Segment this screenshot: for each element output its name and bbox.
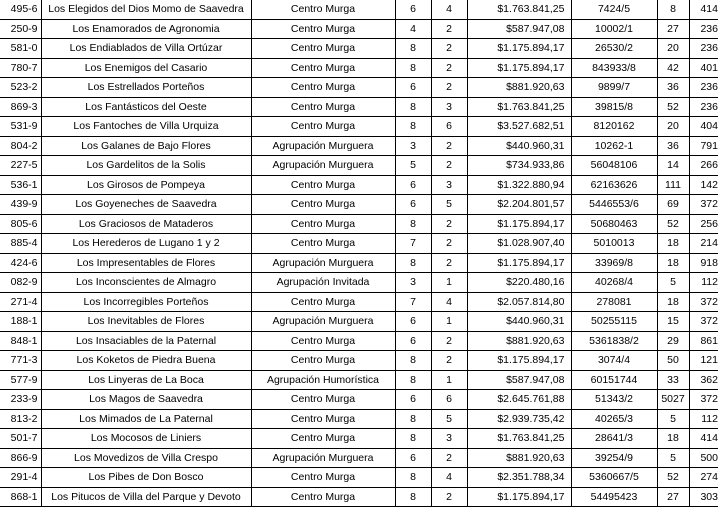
table-row <box>0 468 718 488</box>
members-cell[interactable]: 8 <box>395 370 431 390</box>
count-cell[interactable]: 33 <box>657 370 689 390</box>
groups-cell[interactable]: 3 <box>431 175 467 195</box>
registration-cell[interactable]: 7424/5 <box>571 0 657 19</box>
count-cell[interactable]: 14 <box>657 156 689 176</box>
code-cell[interactable]: 274 <box>689 468 718 488</box>
registration-cell[interactable]: 5010013 <box>571 234 657 254</box>
record-code-cell[interactable]: 501-7 <box>0 429 41 449</box>
amount-cell[interactable]: $440.960,31 <box>467 136 571 156</box>
amount-cell[interactable]: $734.933,86 <box>467 156 571 176</box>
amount-cell[interactable]: $1.175.894,17 <box>467 39 571 59</box>
amount-cell[interactable]: $3.527.682,51 <box>467 117 571 137</box>
category-cell[interactable]: Centro Murga <box>251 39 395 59</box>
table-row <box>0 78 718 98</box>
amount-cell[interactable]: $220.480,16 <box>467 273 571 293</box>
code-cell[interactable]: 372 <box>689 390 718 410</box>
code-cell[interactable]: 414 <box>689 0 718 19</box>
count-cell[interactable]: 18 <box>657 253 689 273</box>
code-cell[interactable]: 121 <box>689 351 718 371</box>
group-name-cell[interactable]: Los Estrellados Porteños <box>41 78 251 98</box>
count-cell[interactable]: 27 <box>657 487 689 507</box>
category-cell[interactable]: Centro Murga <box>251 78 395 98</box>
code-cell[interactable]: 236 <box>689 39 718 59</box>
category-cell[interactable]: Agrupación Murguera <box>251 253 395 273</box>
count-cell[interactable]: 15 <box>657 312 689 332</box>
groups-cell[interactable]: 3 <box>431 429 467 449</box>
category-cell[interactable]: Agrupación Invitada <box>251 273 395 293</box>
category-cell[interactable]: Centro Murga <box>251 234 395 254</box>
count-cell[interactable]: 36 <box>657 136 689 156</box>
category-cell[interactable]: Centro Murga <box>251 97 395 117</box>
amount-cell[interactable]: $1.763.841,25 <box>467 97 571 117</box>
table-row <box>0 175 718 195</box>
members-cell[interactable]: 8 <box>395 58 431 78</box>
groups-cell[interactable]: 1 <box>431 312 467 332</box>
category-cell[interactable]: Agrupación Murguera <box>251 156 395 176</box>
groups-cell[interactable]: 2 <box>431 19 467 39</box>
code-cell[interactable]: 918 <box>689 253 718 273</box>
groups-cell[interactable]: 6 <box>431 390 467 410</box>
groups-cell[interactable]: 2 <box>431 78 467 98</box>
code-cell[interactable]: 266 <box>689 156 718 176</box>
code-cell[interactable]: 112 <box>689 409 718 429</box>
count-cell[interactable]: 52 <box>657 214 689 234</box>
category-cell[interactable]: Centro Murga <box>251 409 395 429</box>
table-row <box>0 409 718 429</box>
registration-cell[interactable]: 5361838/2 <box>571 331 657 351</box>
amount-cell[interactable]: $1.028.907,40 <box>467 234 571 254</box>
code-cell[interactable]: 404 <box>689 117 718 137</box>
amount-cell[interactable]: $1.175.894,17 <box>467 253 571 273</box>
registration-cell[interactable]: 10262-1 <box>571 136 657 156</box>
groups-cell[interactable]: 2 <box>431 351 467 371</box>
table-row <box>0 390 718 410</box>
group-name-cell[interactable]: Los Galanes de Bajo Flores <box>41 136 251 156</box>
category-cell[interactable]: Centro Murga <box>251 331 395 351</box>
members-cell[interactable]: 8 <box>395 409 431 429</box>
count-cell[interactable]: 36 <box>657 78 689 98</box>
table-row <box>0 234 718 254</box>
registration-cell[interactable]: 278081 <box>571 292 657 312</box>
members-cell[interactable]: 8 <box>395 429 431 449</box>
group-name-cell[interactable]: Los Graciosos de Mataderos <box>41 214 251 234</box>
count-cell[interactable]: 18 <box>657 234 689 254</box>
count-cell[interactable]: 18 <box>657 429 689 449</box>
code-cell[interactable]: 414 <box>689 429 718 449</box>
group-name-cell[interactable]: Los Fantoches de Villa Urquiza <box>41 117 251 137</box>
groups-cell[interactable]: 2 <box>431 331 467 351</box>
amount-cell[interactable]: $881.920,63 <box>467 331 571 351</box>
groups-cell[interactable]: 6 <box>431 117 467 137</box>
code-cell[interactable]: 372 <box>689 292 718 312</box>
record-code-cell[interactable]: 866-9 <box>0 448 41 468</box>
count-cell[interactable]: 5027 <box>657 390 689 410</box>
registration-cell[interactable]: 54495423 <box>571 487 657 507</box>
registration-cell[interactable]: 8120162 <box>571 117 657 137</box>
table-row <box>0 253 718 273</box>
table-row <box>0 0 718 19</box>
members-cell[interactable]: 5 <box>395 156 431 176</box>
table-row <box>0 58 718 78</box>
amount-cell[interactable]: $587.947,08 <box>467 370 571 390</box>
members-cell[interactable]: 6 <box>395 448 431 468</box>
groups-cell[interactable]: 2 <box>431 214 467 234</box>
category-cell[interactable]: Centro Murga <box>251 468 395 488</box>
record-code-cell[interactable]: 188-1 <box>0 312 41 332</box>
members-cell[interactable]: 3 <box>395 136 431 156</box>
group-name-cell[interactable]: Los Enamorados de Agronomia <box>41 19 251 39</box>
record-code-cell[interactable]: 531-9 <box>0 117 41 137</box>
groups-cell[interactable]: 2 <box>431 234 467 254</box>
record-code-cell[interactable]: 233-9 <box>0 390 41 410</box>
groups-cell[interactable]: 2 <box>431 39 467 59</box>
record-code-cell[interactable]: 536-1 <box>0 175 41 195</box>
members-cell[interactable]: 8 <box>395 253 431 273</box>
registration-cell[interactable]: 843933/8 <box>571 58 657 78</box>
category-cell[interactable]: Centro Murga <box>251 0 395 19</box>
groups-cell[interactable]: 1 <box>431 273 467 293</box>
amount-cell[interactable]: $1.763.841,25 <box>467 0 571 19</box>
count-cell[interactable]: 20 <box>657 117 689 137</box>
code-cell[interactable]: 256 <box>689 214 718 234</box>
record-code-cell[interactable]: 227-5 <box>0 156 41 176</box>
members-cell[interactable]: 6 <box>395 78 431 98</box>
count-cell[interactable]: 69 <box>657 195 689 215</box>
table-row <box>0 97 718 117</box>
group-name-cell[interactable]: Los Magos de Saavedra <box>41 390 251 410</box>
group-name-cell[interactable]: Los Girosos de Pompeya <box>41 175 251 195</box>
group-name-cell[interactable]: Los Gardelitos de la Solis <box>41 156 251 176</box>
category-cell[interactable]: Centro Murga <box>251 19 395 39</box>
members-cell[interactable]: 6 <box>395 390 431 410</box>
groups-cell[interactable]: 2 <box>431 58 467 78</box>
table-row <box>0 448 718 468</box>
code-cell[interactable]: 861 <box>689 331 718 351</box>
group-name-cell[interactable]: Los Linyeras de La Boca <box>41 370 251 390</box>
amount-cell[interactable]: $2.645.761,88 <box>467 390 571 410</box>
groups-cell[interactable]: 4 <box>431 0 467 19</box>
registration-cell[interactable]: 60151744 <box>571 370 657 390</box>
members-cell[interactable]: 8 <box>395 39 431 59</box>
registration-cell[interactable]: 40268/4 <box>571 273 657 293</box>
category-cell[interactable]: Agrupación Humorística <box>251 370 395 390</box>
count-cell[interactable]: 42 <box>657 58 689 78</box>
registration-cell[interactable]: 56048106 <box>571 156 657 176</box>
members-cell[interactable]: 6 <box>395 312 431 332</box>
groups-cell[interactable]: 5 <box>431 409 467 429</box>
members-cell[interactable]: 8 <box>395 97 431 117</box>
registration-cell[interactable]: 39815/8 <box>571 97 657 117</box>
table-row <box>0 292 718 312</box>
table-row <box>0 351 718 371</box>
count-cell[interactable]: 18 <box>657 292 689 312</box>
category-cell[interactable]: Centro Murga <box>251 487 395 507</box>
amount-cell[interactable]: $440.960,31 <box>467 312 571 332</box>
category-cell[interactable]: Centro Murga <box>251 117 395 137</box>
amount-cell[interactable]: $2.351.788,34 <box>467 468 571 488</box>
registration-cell[interactable]: 39254/9 <box>571 448 657 468</box>
record-code-cell[interactable]: 804-2 <box>0 136 41 156</box>
table-row <box>0 195 718 215</box>
record-code-cell[interactable]: 291-4 <box>0 468 41 488</box>
record-code-cell[interactable]: 868-1 <box>0 487 41 507</box>
table-row <box>0 487 718 507</box>
record-code-cell[interactable]: 271-4 <box>0 292 41 312</box>
table-row <box>0 19 718 39</box>
table-row <box>0 156 718 176</box>
groups-cell[interactable]: 2 <box>431 136 467 156</box>
category-cell[interactable]: Centro Murga <box>251 390 395 410</box>
group-name-cell[interactable]: Los Pitucos de Villa del Parque y Devoto <box>41 487 251 507</box>
code-cell[interactable]: 236 <box>689 97 718 117</box>
code-cell[interactable]: 303 <box>689 487 718 507</box>
members-cell[interactable]: 8 <box>395 214 431 234</box>
record-code-cell[interactable]: 771-3 <box>0 351 41 371</box>
category-cell[interactable]: Centro Murga <box>251 214 395 234</box>
count-cell[interactable]: 29 <box>657 331 689 351</box>
category-cell[interactable]: Centro Murga <box>251 58 395 78</box>
group-name-cell[interactable]: Los Elegidos del Dios Momo de Saavedra <box>41 0 251 19</box>
group-name-cell[interactable]: Los Koketos de Piedra Buena <box>41 351 251 371</box>
group-name-cell[interactable]: Los Inconscientes de Almagro <box>41 273 251 293</box>
group-name-cell[interactable]: Los Incorregibles Porteños <box>41 292 251 312</box>
code-cell[interactable]: 372 <box>689 312 718 332</box>
members-cell[interactable]: 7 <box>395 234 431 254</box>
table-row <box>0 429 718 449</box>
groups-cell[interactable]: 2 <box>431 156 467 176</box>
category-cell[interactable]: Agrupación Murguera <box>251 136 395 156</box>
record-code-cell[interactable]: 848-1 <box>0 331 41 351</box>
category-cell[interactable]: Centro Murga <box>251 195 395 215</box>
table-row <box>0 331 718 351</box>
amount-cell[interactable]: $2.057.814,80 <box>467 292 571 312</box>
count-cell[interactable]: 52 <box>657 97 689 117</box>
code-cell[interactable]: 112 <box>689 273 718 293</box>
registration-cell[interactable]: 51343/2 <box>571 390 657 410</box>
group-name-cell[interactable]: Los Movedizos de Villa Crespo <box>41 448 251 468</box>
registration-cell[interactable]: 62163626 <box>571 175 657 195</box>
count-cell[interactable]: 52 <box>657 468 689 488</box>
category-cell[interactable]: Agrupación Murguera <box>251 312 395 332</box>
category-cell[interactable]: Centro Murga <box>251 351 395 371</box>
registration-cell[interactable]: 5360667/5 <box>571 468 657 488</box>
count-cell[interactable]: 27 <box>657 19 689 39</box>
group-name-cell[interactable]: Los Pibes de Don Bosco <box>41 468 251 488</box>
registration-cell[interactable]: 10002/1 <box>571 19 657 39</box>
amount-cell[interactable]: $1.322.880,94 <box>467 175 571 195</box>
record-code-cell[interactable]: 780-7 <box>0 58 41 78</box>
code-cell[interactable]: 142 <box>689 175 718 195</box>
amount-cell[interactable]: $2.939.735,42 <box>467 409 571 429</box>
record-code-cell[interactable]: 869-3 <box>0 97 41 117</box>
amount-cell[interactable]: $587.947,08 <box>467 19 571 39</box>
category-cell[interactable]: Centro Murga <box>251 292 395 312</box>
amount-cell[interactable]: $881.920,63 <box>467 78 571 98</box>
group-name-cell[interactable]: Los Inevitables de Flores <box>41 312 251 332</box>
members-cell[interactable]: 8 <box>395 117 431 137</box>
code-cell[interactable]: 791 <box>689 136 718 156</box>
record-code-cell[interactable]: 495-6 <box>0 0 41 19</box>
members-cell[interactable]: 8 <box>395 487 431 507</box>
groups-cell[interactable]: 3 <box>431 97 467 117</box>
amount-cell[interactable]: $881.920,63 <box>467 448 571 468</box>
group-name-cell[interactable]: Los Endiablados de Villa Ortúzar <box>41 39 251 59</box>
groups-cell[interactable]: 1 <box>431 370 467 390</box>
amount-cell[interactable]: $1.175.894,17 <box>467 487 571 507</box>
code-cell[interactable]: 236 <box>689 19 718 39</box>
record-code-cell[interactable]: 424-6 <box>0 253 41 273</box>
table-row <box>0 273 718 293</box>
registration-cell[interactable]: 9899/7 <box>571 78 657 98</box>
count-cell[interactable]: 50 <box>657 351 689 371</box>
groups-cell[interactable]: 4 <box>431 292 467 312</box>
registration-cell[interactable]: 50255115 <box>571 312 657 332</box>
table-row <box>0 214 718 234</box>
members-cell[interactable]: 8 <box>395 468 431 488</box>
amount-cell[interactable]: $1.175.894,17 <box>467 214 571 234</box>
code-cell[interactable]: 236 <box>689 78 718 98</box>
count-cell[interactable]: 8 <box>657 0 689 19</box>
groups-cell[interactable]: 5 <box>431 195 467 215</box>
code-cell[interactable]: 362 <box>689 370 718 390</box>
group-name-cell[interactable]: Los Goyeneches de Saavedra <box>41 195 251 215</box>
members-cell[interactable]: 7 <box>395 292 431 312</box>
amount-cell[interactable]: $2.204.801,57 <box>467 195 571 215</box>
members-cell[interactable]: 6 <box>395 0 431 19</box>
group-name-cell[interactable]: Los Mimados de La Paternal <box>41 409 251 429</box>
groups-cell[interactable]: 2 <box>431 487 467 507</box>
record-code-cell[interactable]: 250-9 <box>0 19 41 39</box>
group-name-cell[interactable]: Los Enemigos del Casario <box>41 58 251 78</box>
table-row <box>0 117 718 137</box>
amount-cell[interactable]: $1.175.894,17 <box>467 58 571 78</box>
group-name-cell[interactable]: Los Impresentables de Flores <box>41 253 251 273</box>
group-name-cell[interactable]: Los Herederos de Lugano 1 y 2 <box>41 234 251 254</box>
members-cell[interactable]: 8 <box>395 351 431 371</box>
amount-cell[interactable]: $1.175.894,17 <box>467 351 571 371</box>
count-cell[interactable]: 111 <box>657 175 689 195</box>
members-cell[interactable]: 6 <box>395 175 431 195</box>
table-row <box>0 39 718 59</box>
groups-cell[interactable]: 2 <box>431 448 467 468</box>
code-cell[interactable]: 372 <box>689 195 718 215</box>
registration-cell[interactable]: 5446553/6 <box>571 195 657 215</box>
members-cell[interactable]: 6 <box>395 331 431 351</box>
count-cell[interactable]: 20 <box>657 39 689 59</box>
count-cell[interactable]: 5 <box>657 409 689 429</box>
registration-cell[interactable]: 26530/2 <box>571 39 657 59</box>
code-cell[interactable]: 500 <box>689 448 718 468</box>
record-code-cell[interactable]: 577-9 <box>0 370 41 390</box>
table-row <box>0 312 718 332</box>
members-cell[interactable]: 3 <box>395 273 431 293</box>
amount-cell[interactable]: $1.763.841,25 <box>467 429 571 449</box>
record-code-cell[interactable]: 885-4 <box>0 234 41 254</box>
table-row <box>0 136 718 156</box>
category-cell[interactable]: Centro Murga <box>251 429 395 449</box>
table-row <box>0 370 718 390</box>
code-cell[interactable]: 214 <box>689 234 718 254</box>
groups-cell[interactable]: 2 <box>431 253 467 273</box>
code-cell[interactable]: 401 <box>689 58 718 78</box>
group-name-cell[interactable]: Los Insaciables de la Paternal <box>41 331 251 351</box>
record-code-cell[interactable]: 082-9 <box>0 273 41 293</box>
registration-cell[interactable]: 33969/8 <box>571 253 657 273</box>
groups-cell[interactable]: 4 <box>431 468 467 488</box>
count-cell[interactable]: 5 <box>657 448 689 468</box>
record-code-cell[interactable]: 581-0 <box>0 39 41 59</box>
members-cell[interactable]: 6 <box>395 195 431 215</box>
group-name-cell[interactable]: Los Fantásticos del Oeste <box>41 97 251 117</box>
record-code-cell[interactable]: 813-2 <box>0 409 41 429</box>
record-code-cell[interactable]: 439-9 <box>0 195 41 215</box>
category-cell[interactable]: Centro Murga <box>251 175 395 195</box>
registration-cell[interactable]: 50680463 <box>571 214 657 234</box>
registration-cell[interactable]: 40265/3 <box>571 409 657 429</box>
registration-cell[interactable]: 3074/4 <box>571 351 657 371</box>
group-name-cell[interactable]: Los Mocosos de Liniers <box>41 429 251 449</box>
members-cell[interactable]: 4 <box>395 19 431 39</box>
category-cell[interactable]: Agrupación Murguera <box>251 448 395 468</box>
record-code-cell[interactable]: 805-6 <box>0 214 41 234</box>
count-cell[interactable]: 5 <box>657 273 689 293</box>
record-code-cell[interactable]: 523-2 <box>0 78 41 98</box>
registration-cell[interactable]: 28641/3 <box>571 429 657 449</box>
